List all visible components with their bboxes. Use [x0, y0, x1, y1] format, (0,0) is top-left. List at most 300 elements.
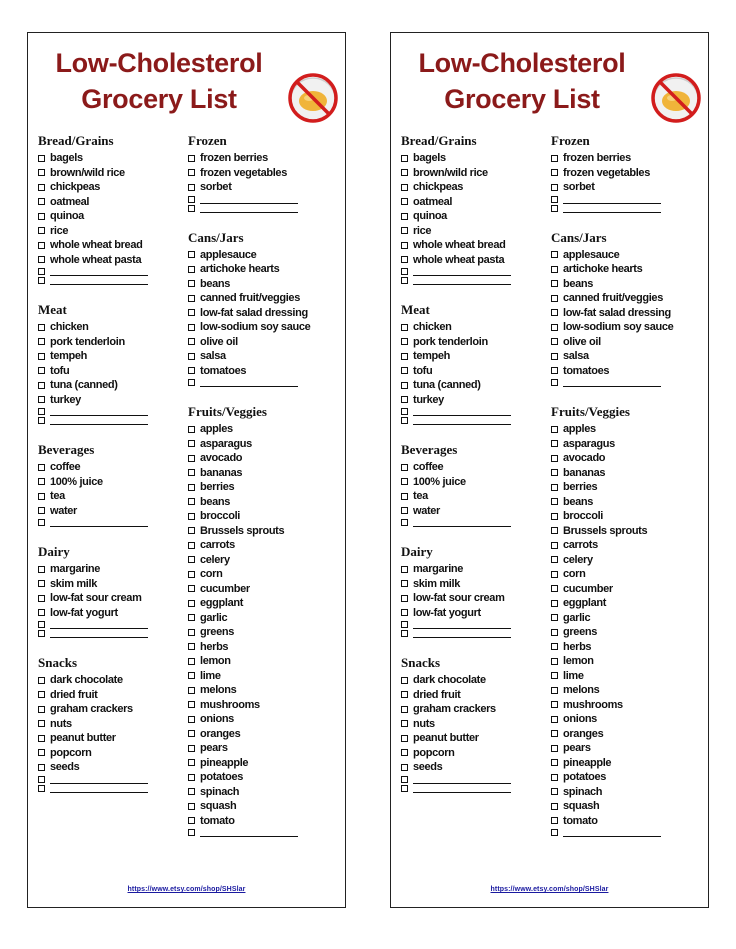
- write-in-line[interactable]: [563, 204, 661, 213]
- checkbox[interactable]: [38, 630, 45, 637]
- category-title: Dairy: [38, 544, 70, 559]
- checkbox[interactable]: [401, 213, 408, 220]
- list-item: [401, 504, 551, 519]
- item-label: avocado: [200, 452, 243, 464]
- checkbox[interactable]: [188, 829, 195, 836]
- write-in-line[interactable]: [50, 629, 148, 638]
- item-label: onions: [563, 713, 597, 725]
- list-item: [38, 195, 188, 210]
- checkbox[interactable]: [38, 324, 45, 331]
- checkbox[interactable]: [38, 566, 45, 573]
- list-item: [188, 611, 343, 626]
- checkbox[interactable]: [38, 764, 45, 771]
- list-item: [188, 669, 343, 684]
- write-in-line[interactable]: [413, 267, 511, 276]
- list-item: [401, 320, 551, 335]
- checkbox[interactable]: [38, 408, 45, 415]
- write-in-line[interactable]: [563, 828, 661, 837]
- checkbox[interactable]: [551, 309, 558, 316]
- checkbox[interactable]: [188, 672, 195, 679]
- checkbox[interactable]: [38, 184, 45, 191]
- checkbox[interactable]: [38, 242, 45, 249]
- checkbox[interactable]: [38, 519, 45, 526]
- checkbox[interactable]: [551, 205, 558, 212]
- list-item: [551, 741, 706, 756]
- list-item: [38, 378, 188, 393]
- checkbox[interactable]: [401, 338, 408, 345]
- item-label: peanut butter: [413, 732, 479, 744]
- item-label: skim milk: [50, 577, 97, 590]
- item-label: graham crackers: [413, 703, 496, 715]
- checkbox[interactable]: [401, 720, 408, 727]
- checkbox[interactable]: [188, 803, 195, 810]
- item-label: bananas: [563, 466, 606, 479]
- checkbox[interactable]: [188, 379, 195, 386]
- blank-item: [38, 775, 188, 784]
- list-item: [401, 673, 551, 688]
- checkbox[interactable]: [401, 256, 408, 263]
- checkbox[interactable]: [551, 687, 558, 694]
- checkbox[interactable]: [401, 464, 408, 471]
- list-item: [551, 770, 706, 785]
- item-label: Brussels sprouts: [200, 524, 285, 537]
- checkbox[interactable]: [401, 735, 408, 742]
- item-label: beans: [563, 495, 594, 508]
- checkbox[interactable]: [551, 542, 558, 549]
- checkbox[interactable]: [401, 776, 408, 783]
- checkbox[interactable]: [38, 677, 45, 684]
- checkbox[interactable]: [401, 277, 408, 284]
- item-label: frozen berries: [563, 152, 631, 164]
- checkbox[interactable]: [188, 817, 195, 824]
- write-in-line[interactable]: [200, 195, 298, 204]
- checkbox[interactable]: [188, 730, 195, 737]
- item-label: seeds: [50, 761, 80, 773]
- checkbox[interactable]: [401, 507, 408, 514]
- checkbox[interactable]: [401, 478, 408, 485]
- checkbox[interactable]: [551, 353, 558, 360]
- checkbox[interactable]: [188, 658, 195, 665]
- shop-link[interactable]: https://www.etsy.com/shop/SHSlar: [490, 886, 609, 893]
- checkbox[interactable]: [188, 556, 195, 563]
- checkbox[interactable]: [188, 309, 195, 316]
- checkbox[interactable]: [551, 426, 558, 433]
- write-in-line[interactable]: [200, 204, 298, 213]
- list-item: [38, 577, 188, 592]
- checkbox[interactable]: [38, 169, 45, 176]
- checkbox[interactable]: [188, 513, 195, 520]
- shop-link[interactable]: https://www.etsy.com/shop/SHSlar: [127, 886, 246, 893]
- checkbox[interactable]: [188, 338, 195, 345]
- write-in-line[interactable]: [413, 784, 511, 793]
- checkbox[interactable]: [188, 498, 195, 505]
- checkbox[interactable]: [38, 493, 45, 500]
- category-title: Snacks: [401, 655, 441, 670]
- item-label: beans: [200, 277, 231, 290]
- item-label: chicken: [413, 321, 452, 333]
- checkbox[interactable]: [551, 513, 558, 520]
- write-in-line[interactable]: [413, 518, 511, 527]
- checkbox[interactable]: [401, 382, 408, 389]
- checkbox[interactable]: [188, 687, 195, 694]
- write-in-line[interactable]: [563, 195, 661, 204]
- list-item: [188, 741, 343, 756]
- list-item: [188, 524, 343, 539]
- checkbox[interactable]: [551, 266, 558, 273]
- checkbox[interactable]: [38, 256, 45, 263]
- list-item: [401, 489, 551, 504]
- item-label: lime: [563, 669, 584, 682]
- blank-item: [401, 276, 551, 285]
- write-in-line[interactable]: [413, 775, 511, 784]
- checkbox[interactable]: [188, 266, 195, 273]
- item-label: herbs: [200, 640, 229, 653]
- checkbox[interactable]: [188, 614, 195, 621]
- item-label: artichoke hearts: [563, 263, 643, 275]
- category-title: Fruits/Veggies: [188, 404, 267, 419]
- checkbox[interactable]: [38, 735, 45, 742]
- item-label: garlic: [563, 611, 591, 624]
- blank-item: [38, 629, 188, 638]
- checkbox[interactable]: [401, 268, 408, 275]
- checkbox[interactable]: [188, 745, 195, 752]
- checkbox[interactable]: [401, 184, 408, 191]
- checkbox[interactable]: [401, 706, 408, 713]
- checkbox[interactable]: [188, 701, 195, 708]
- item-label: asparagus: [563, 437, 615, 450]
- checkbox[interactable]: [188, 600, 195, 607]
- checkbox[interactable]: [551, 803, 558, 810]
- blank-item: [38, 784, 188, 793]
- item-label: tea: [50, 490, 65, 502]
- checkbox[interactable]: [188, 367, 195, 374]
- write-in-line[interactable]: [50, 276, 148, 285]
- blank-item: [551, 828, 706, 837]
- checkbox[interactable]: [188, 205, 195, 212]
- item-label: tomatoes: [563, 364, 610, 377]
- item-label: onions: [200, 713, 234, 725]
- item-label: sorbet: [563, 181, 595, 193]
- checkbox[interactable]: [551, 196, 558, 203]
- checkbox[interactable]: [188, 155, 195, 162]
- checkbox[interactable]: [551, 600, 558, 607]
- category-section: [401, 302, 551, 425]
- list-item: [188, 349, 343, 364]
- write-in-line[interactable]: [413, 620, 511, 629]
- list-item: [551, 437, 706, 452]
- checkbox[interactable]: [401, 417, 408, 424]
- item-label: asparagus: [200, 437, 252, 450]
- blank-item: [401, 407, 551, 416]
- checkbox[interactable]: [401, 677, 408, 684]
- item-label: canned fruit/veggies: [563, 292, 663, 304]
- blank-item: [38, 416, 188, 425]
- write-in-line[interactable]: [413, 276, 511, 285]
- list-item: [38, 606, 188, 621]
- checkbox[interactable]: [188, 527, 195, 534]
- checkbox[interactable]: [401, 367, 408, 374]
- item-label: pineapple: [563, 756, 612, 769]
- checkbox[interactable]: [551, 759, 558, 766]
- checkbox[interactable]: [551, 251, 558, 258]
- checkbox[interactable]: [38, 785, 45, 792]
- item-label: dried fruit: [50, 688, 98, 701]
- item-label: low-sodium soy sauce: [563, 321, 674, 333]
- checkbox[interactable]: [188, 629, 195, 636]
- item-label: frozen vegetables: [563, 166, 650, 179]
- write-in-line[interactable]: [50, 267, 148, 276]
- checkbox[interactable]: [551, 440, 558, 447]
- list-item: [551, 785, 706, 800]
- write-in-line[interactable]: [50, 518, 148, 527]
- checkbox[interactable]: [401, 566, 408, 573]
- write-in-line[interactable]: [50, 620, 148, 629]
- list-item: [551, 422, 706, 437]
- checkbox[interactable]: [38, 227, 45, 234]
- checkbox[interactable]: [401, 353, 408, 360]
- checkbox[interactable]: [551, 324, 558, 331]
- checkbox[interactable]: [188, 643, 195, 650]
- checkbox[interactable]: [188, 280, 195, 287]
- checkbox[interactable]: [401, 609, 408, 616]
- checkbox[interactable]: [551, 379, 558, 386]
- write-in-line[interactable]: [50, 407, 148, 416]
- write-in-line[interactable]: [50, 416, 148, 425]
- checkbox[interactable]: [551, 745, 558, 752]
- item-label: chicken: [50, 321, 89, 333]
- write-in-line[interactable]: [50, 775, 148, 784]
- checkbox[interactable]: [38, 367, 45, 374]
- checkbox[interactable]: [401, 764, 408, 771]
- checkbox[interactable]: [401, 691, 408, 698]
- checkbox[interactable]: [551, 817, 558, 824]
- checkbox[interactable]: [188, 716, 195, 723]
- item-list: [38, 562, 188, 638]
- item-label: pears: [563, 742, 591, 754]
- checkbox[interactable]: [188, 426, 195, 433]
- checkbox[interactable]: [551, 788, 558, 795]
- checkbox[interactable]: [551, 155, 558, 162]
- blank-item: [188, 204, 343, 213]
- write-in-line[interactable]: [413, 416, 511, 425]
- item-label: low-fat yogurt: [50, 606, 118, 619]
- checkbox[interactable]: [188, 759, 195, 766]
- write-in-line[interactable]: [200, 378, 298, 387]
- item-label: tuna (canned): [413, 379, 481, 391]
- checkbox[interactable]: [551, 498, 558, 505]
- checkbox[interactable]: [188, 788, 195, 795]
- write-in-line[interactable]: [50, 784, 148, 793]
- item-label: oranges: [563, 727, 604, 740]
- checkbox[interactable]: [401, 324, 408, 331]
- checkbox[interactable]: [38, 706, 45, 713]
- checkbox[interactable]: [188, 169, 195, 176]
- checkbox[interactable]: [38, 396, 45, 403]
- item-label: corn: [200, 568, 223, 580]
- list-item: [188, 422, 343, 437]
- checkbox[interactable]: [551, 672, 558, 679]
- list-item: [38, 393, 188, 408]
- checkbox[interactable]: [38, 268, 45, 275]
- blank-item: [38, 518, 188, 527]
- checkbox[interactable]: [38, 277, 45, 284]
- checkbox[interactable]: [401, 198, 408, 205]
- checkbox[interactable]: [38, 338, 45, 345]
- checkbox[interactable]: [401, 580, 408, 587]
- list-item: [188, 166, 343, 181]
- grocery-list-card: [27, 32, 346, 908]
- list-item: [551, 756, 706, 771]
- item-label: low-fat salad dressing: [200, 306, 308, 319]
- checkbox[interactable]: [38, 382, 45, 389]
- checkbox[interactable]: [551, 716, 558, 723]
- checkbox[interactable]: [401, 242, 408, 249]
- checkbox[interactable]: [188, 455, 195, 462]
- list-item: [551, 248, 706, 263]
- checkbox[interactable]: [551, 571, 558, 578]
- category-section: [188, 133, 343, 213]
- item-label: eggplant: [200, 597, 244, 609]
- checkbox[interactable]: [38, 609, 45, 616]
- item-label: low-fat sour cream: [413, 592, 505, 604]
- item-label: oatmeal: [50, 195, 90, 208]
- list-item: [401, 760, 551, 775]
- blank-item: [401, 416, 551, 425]
- list-item: [188, 262, 343, 277]
- write-in-line[interactable]: [413, 629, 511, 638]
- list-item: [188, 814, 343, 829]
- item-label: cucumber: [563, 582, 613, 595]
- checkbox[interactable]: [188, 774, 195, 781]
- checkbox[interactable]: [551, 658, 558, 665]
- checkbox[interactable]: [188, 295, 195, 302]
- checkbox[interactable]: [38, 507, 45, 514]
- category-title: Meat: [401, 302, 430, 317]
- checkbox[interactable]: [188, 184, 195, 191]
- write-in-line[interactable]: [413, 407, 511, 416]
- checkbox[interactable]: [38, 691, 45, 698]
- item-list: [38, 151, 188, 285]
- checkbox[interactable]: [188, 324, 195, 331]
- checkbox[interactable]: [551, 614, 558, 621]
- checkbox[interactable]: [38, 621, 45, 628]
- list-item: [401, 349, 551, 364]
- item-label: low-fat sour cream: [50, 592, 142, 604]
- category-title: Cans/Jars: [188, 229, 244, 245]
- checkbox[interactable]: [188, 484, 195, 491]
- checkbox[interactable]: [401, 408, 408, 415]
- checkbox[interactable]: [551, 585, 558, 592]
- list-item: [188, 248, 343, 263]
- list-item: [188, 698, 343, 713]
- checkbox[interactable]: [551, 484, 558, 491]
- checkbox[interactable]: [38, 353, 45, 360]
- checkbox[interactable]: [551, 280, 558, 287]
- checkbox[interactable]: [551, 367, 558, 374]
- checkbox[interactable]: [551, 829, 558, 836]
- checkbox[interactable]: [38, 720, 45, 727]
- right-column: [551, 133, 706, 854]
- checkbox[interactable]: [188, 251, 195, 258]
- checkbox[interactable]: [38, 417, 45, 424]
- list-item: [188, 306, 343, 321]
- list-item: [551, 364, 706, 379]
- checkbox[interactable]: [401, 396, 408, 403]
- checkbox[interactable]: [551, 774, 558, 781]
- item-label: tempeh: [413, 350, 451, 362]
- checkbox[interactable]: [551, 701, 558, 708]
- checkbox[interactable]: [401, 155, 408, 162]
- checkbox[interactable]: [551, 338, 558, 345]
- checkbox[interactable]: [401, 595, 408, 602]
- checkbox[interactable]: [401, 630, 408, 637]
- checkbox[interactable]: [551, 169, 558, 176]
- checkbox[interactable]: [551, 629, 558, 636]
- checkbox[interactable]: [401, 785, 408, 792]
- checkbox[interactable]: [551, 527, 558, 534]
- list-item: [551, 712, 706, 727]
- checkbox[interactable]: [401, 493, 408, 500]
- checkbox[interactable]: [38, 749, 45, 756]
- checkbox[interactable]: [38, 198, 45, 205]
- item-label: pork tenderloin: [50, 335, 125, 348]
- checkbox[interactable]: [188, 571, 195, 578]
- blank-item: [188, 195, 343, 204]
- checkbox[interactable]: [38, 580, 45, 587]
- checkbox[interactable]: [188, 196, 195, 203]
- checkbox[interactable]: [401, 749, 408, 756]
- item-label: lemon: [563, 655, 594, 667]
- checkbox[interactable]: [401, 227, 408, 234]
- checkbox[interactable]: [38, 478, 45, 485]
- checkbox[interactable]: [551, 730, 558, 737]
- checkbox[interactable]: [401, 169, 408, 176]
- checkbox[interactable]: [188, 585, 195, 592]
- write-in-line[interactable]: [200, 828, 298, 837]
- checkbox[interactable]: [401, 519, 408, 526]
- category-section: [38, 544, 188, 638]
- checkbox[interactable]: [551, 184, 558, 191]
- checkbox[interactable]: [38, 776, 45, 783]
- checkbox[interactable]: [38, 464, 45, 471]
- list-item: [551, 814, 706, 829]
- checkbox[interactable]: [551, 469, 558, 476]
- checkbox[interactable]: [188, 440, 195, 447]
- checkbox[interactable]: [38, 213, 45, 220]
- item-label: Brussels sprouts: [563, 524, 648, 537]
- item-label: tuna (canned): [50, 379, 118, 391]
- list-item: [551, 349, 706, 364]
- checkbox[interactable]: [551, 295, 558, 302]
- checkbox[interactable]: [188, 542, 195, 549]
- checkbox[interactable]: [188, 353, 195, 360]
- checkbox[interactable]: [188, 469, 195, 476]
- checkbox[interactable]: [551, 556, 558, 563]
- list-item: [401, 151, 551, 166]
- checkbox[interactable]: [551, 643, 558, 650]
- checkbox[interactable]: [401, 621, 408, 628]
- item-label: rice: [413, 224, 432, 237]
- item-list: [401, 151, 551, 285]
- checkbox[interactable]: [551, 455, 558, 462]
- write-in-line[interactable]: [563, 378, 661, 387]
- list-item: [551, 553, 706, 568]
- checkbox[interactable]: [38, 155, 45, 162]
- checkbox[interactable]: [38, 595, 45, 602]
- item-label: avocado: [563, 452, 606, 464]
- list-item: [551, 669, 706, 684]
- list-item: [401, 746, 551, 761]
